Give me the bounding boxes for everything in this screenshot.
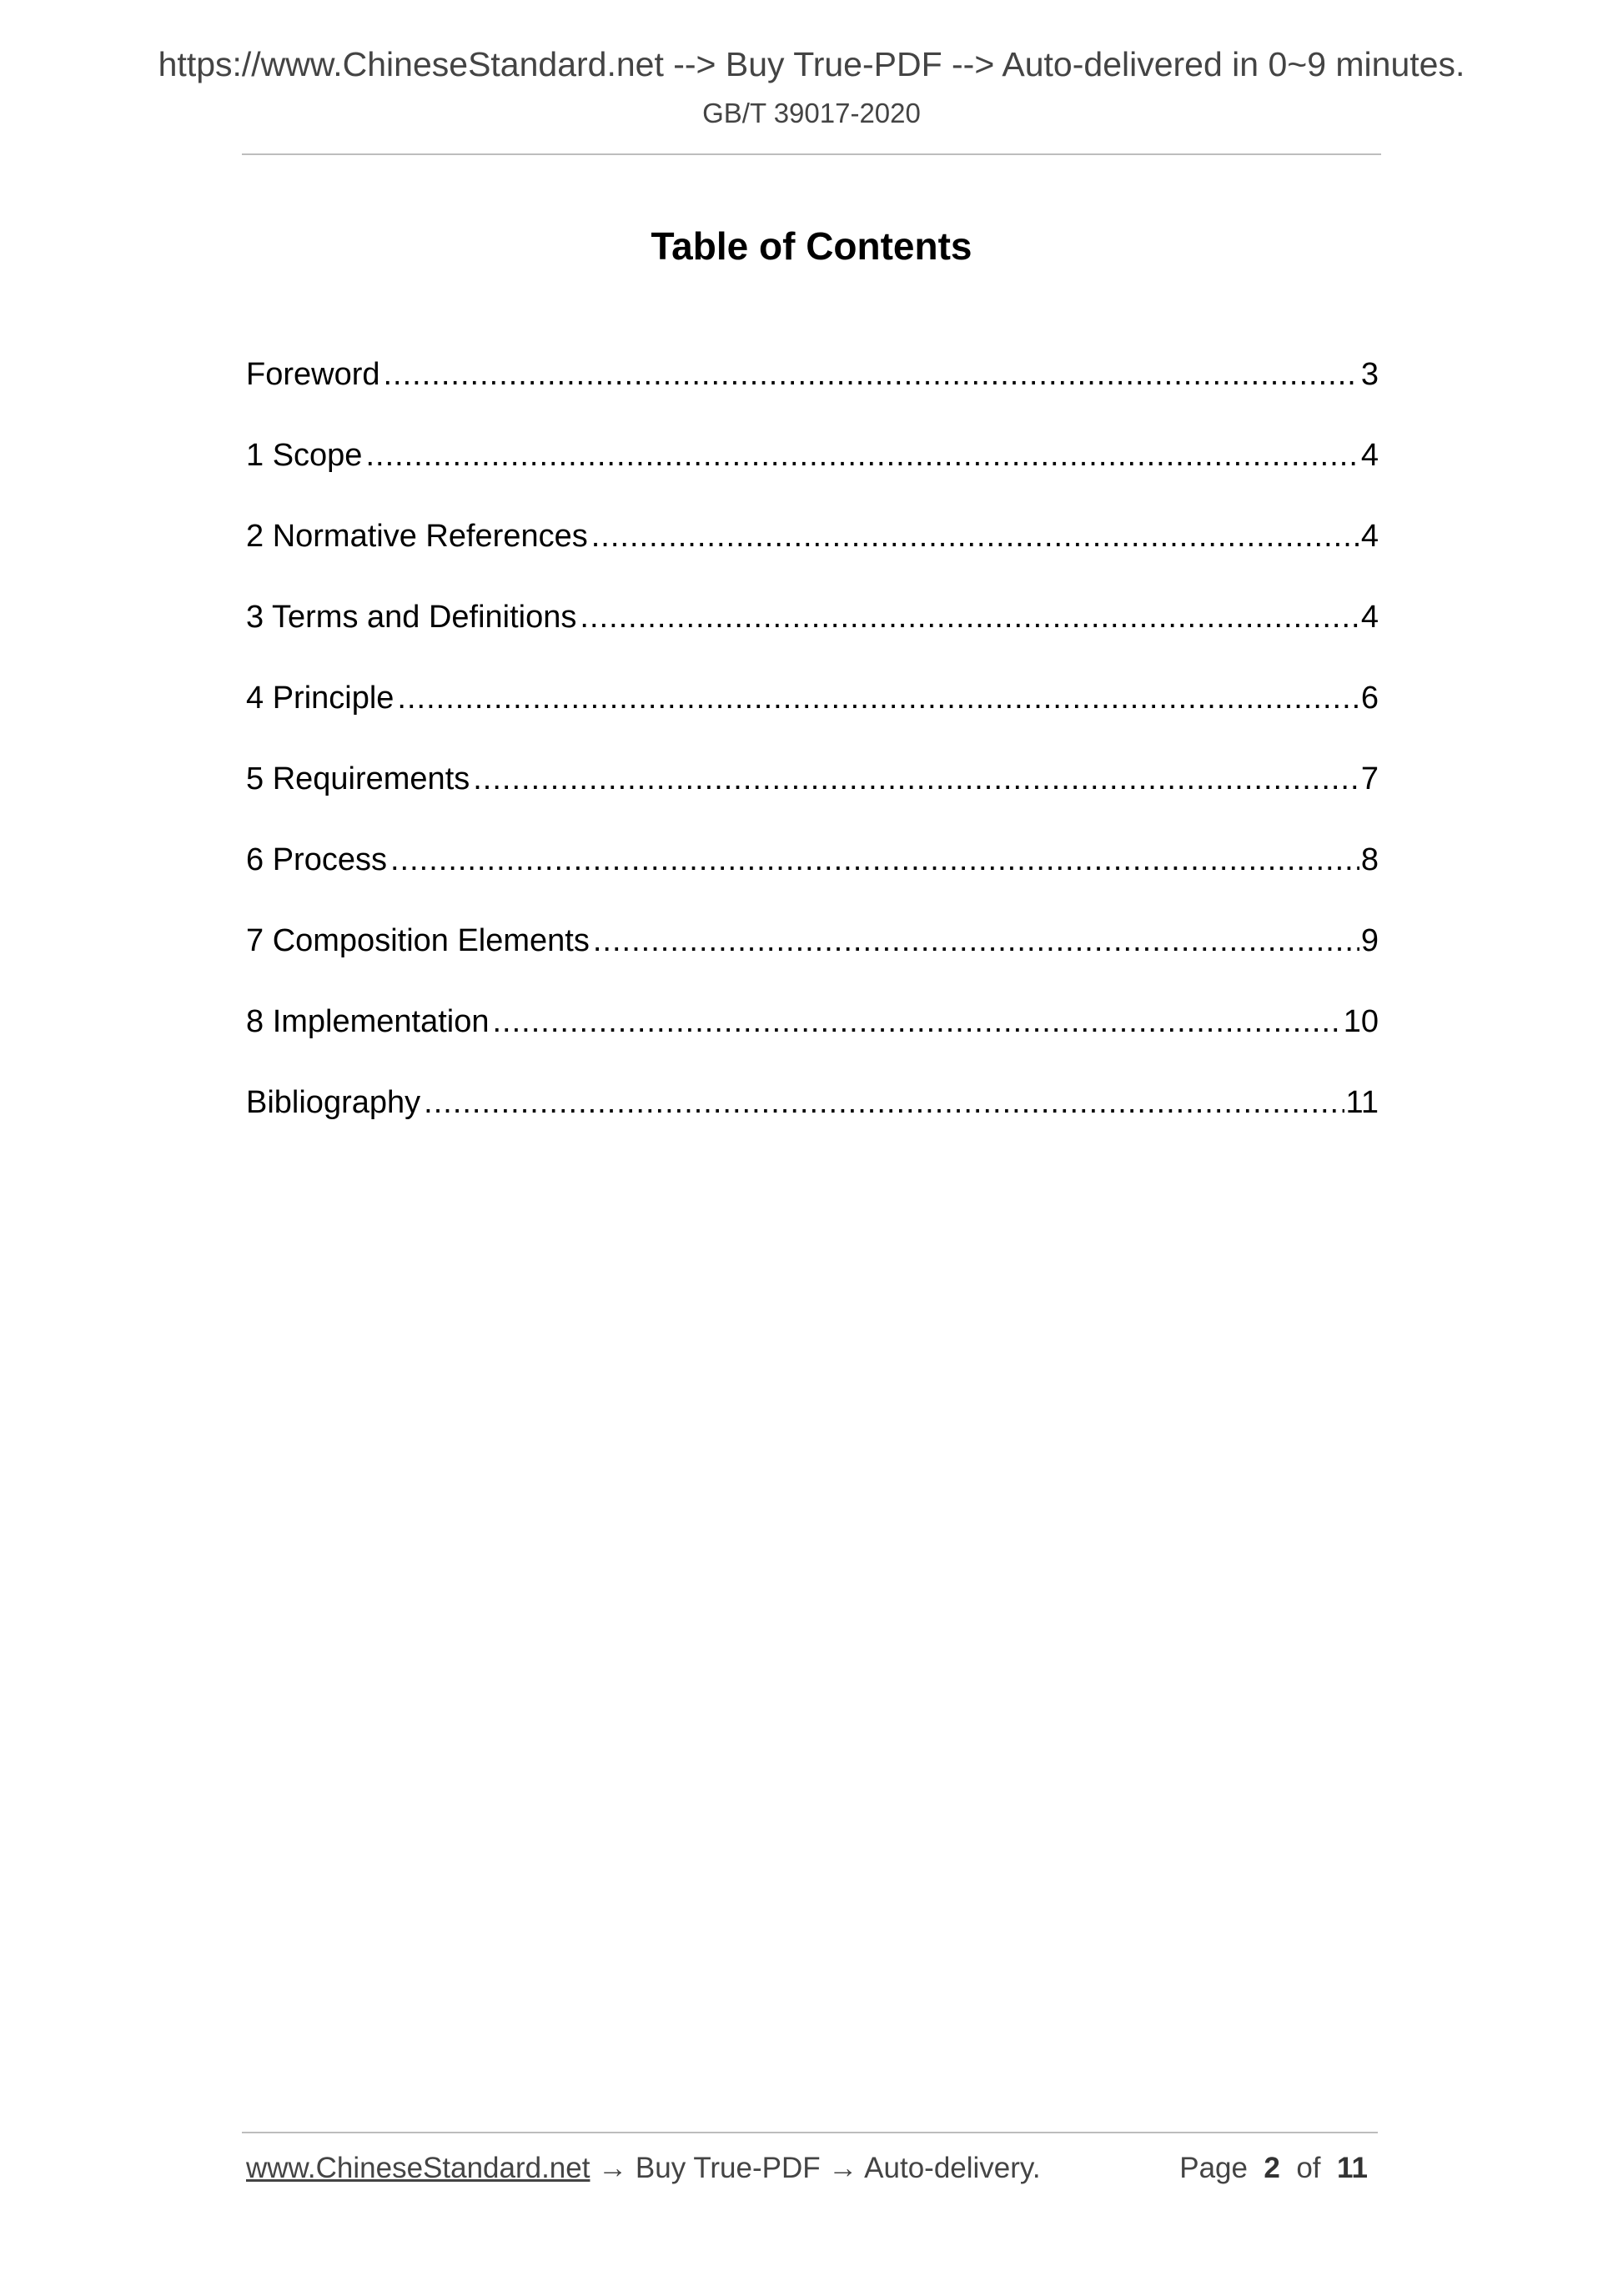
toc-entry-label: 2 Normative References bbox=[246, 519, 588, 554]
page-number bbox=[1179, 2152, 1368, 2185]
toc-entry-page: 6 bbox=[1360, 681, 1379, 716]
toc-dot-leader bbox=[390, 840, 1359, 880]
toc-entry-label: 8 Implementation bbox=[246, 1004, 490, 1039]
toc-title: Table of Contents bbox=[651, 224, 972, 268]
toc-entry-label: 1 Scope bbox=[246, 438, 363, 473]
toc-entry-composition-elements[interactable] bbox=[246, 921, 1379, 1002]
toc-dot-leader bbox=[365, 435, 1359, 475]
toc-entry-label: 5 Requirements bbox=[246, 761, 470, 796]
toc-list bbox=[246, 354, 1379, 1163]
toc-entry-page: 11 bbox=[1345, 1085, 1379, 1120]
toc-entry-label: 3 Terms and Definitions bbox=[246, 600, 577, 635]
toc-entry-page: 10 bbox=[1343, 1004, 1379, 1039]
toc-entry-page: 3 bbox=[1360, 357, 1379, 392]
toc-entry-label: 4 Principle bbox=[246, 681, 394, 716]
toc-entry-principle[interactable] bbox=[246, 678, 1379, 759]
toc-dot-leader bbox=[384, 354, 1359, 394]
header-divider bbox=[242, 153, 1381, 155]
toc-dot-leader bbox=[473, 759, 1359, 799]
toc-entry-label: 6 Process bbox=[246, 842, 387, 877]
toc-entry-implementation[interactable] bbox=[246, 1002, 1379, 1083]
toc-dot-leader bbox=[397, 678, 1359, 718]
footer-left bbox=[246, 2152, 1041, 2185]
toc-entry-normative-references[interactable] bbox=[246, 516, 1379, 597]
toc-dot-leader bbox=[424, 1083, 1344, 1123]
toc-entry-label: 7 Composition Elements bbox=[246, 923, 590, 958]
toc-entry-page: 8 bbox=[1360, 842, 1379, 877]
toc-entry-requirements[interactable] bbox=[246, 759, 1379, 840]
toc-entry-page: 7 bbox=[1360, 761, 1379, 796]
of-word: of bbox=[1296, 2152, 1321, 2184]
footer-site-link[interactable]: www.ChineseStandard.net bbox=[246, 2152, 590, 2184]
toc-entry-label: Bibliography bbox=[246, 1085, 421, 1120]
toc-entry-foreword[interactable] bbox=[246, 354, 1379, 435]
toc-entry-bibliography[interactable] bbox=[246, 1083, 1379, 1163]
footer-tagline: → Buy True-PDF → Auto-delivery. bbox=[590, 2152, 1041, 2184]
page-total: 11 bbox=[1337, 2152, 1368, 2184]
header-url-banner: https://www.ChineseStandard.net --> Buy True-PDF --> Auto-delivered in 0~9 minutes. bbox=[158, 45, 1465, 83]
toc-dot-leader bbox=[593, 921, 1359, 961]
toc-entry-scope[interactable] bbox=[246, 435, 1379, 516]
page-footer bbox=[246, 2152, 1368, 2185]
toc-entry-terms-and-definitions[interactable] bbox=[246, 597, 1379, 678]
toc-entry-process[interactable] bbox=[246, 840, 1379, 921]
page-current: 2 bbox=[1264, 2152, 1280, 2184]
toc-entry-page: 4 bbox=[1360, 438, 1379, 473]
toc-entry-page: 4 bbox=[1360, 519, 1379, 554]
footer-divider bbox=[242, 2132, 1378, 2133]
toc-entry-label: Foreword bbox=[246, 357, 380, 392]
standard-code: GB/T 39017-2020 bbox=[702, 98, 921, 128]
page-word: Page bbox=[1179, 2152, 1248, 2184]
toc-dot-leader bbox=[591, 516, 1359, 556]
toc-dot-leader bbox=[493, 1002, 1342, 1042]
toc-dot-leader bbox=[580, 597, 1359, 637]
toc-entry-page: 9 bbox=[1360, 923, 1379, 958]
toc-entry-page: 4 bbox=[1360, 600, 1379, 635]
